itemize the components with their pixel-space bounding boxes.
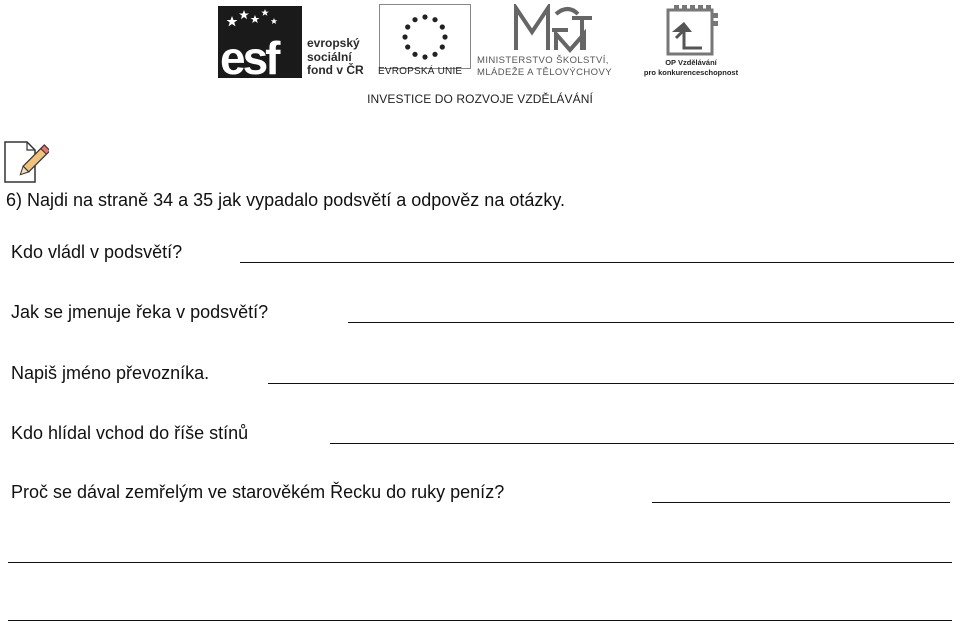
logo-header: [0, 0, 960, 112]
pencil-note-graphic: [3, 138, 49, 186]
pencil-note-icon: [3, 138, 49, 191]
eu-caption: EVROPSKÁ UNIE: [378, 66, 463, 77]
question-3: Napiš jméno převozníka.: [11, 363, 210, 383]
answer-line-5[interactable]: [652, 502, 950, 503]
esf-logo: [218, 6, 302, 78]
question-5: Proč se dával zemřelým ve starověkém Řecku do ruky peníz?: [11, 482, 505, 502]
op-vk-logo-graphic: [662, 4, 722, 58]
question-4: Kdo hlídal vchod do říše stínů: [11, 423, 249, 443]
answer-line-6[interactable]: [8, 562, 952, 563]
answer-line-4[interactable]: [330, 443, 954, 444]
answer-line-7[interactable]: [8, 620, 952, 621]
eu-flag-icon: [379, 4, 471, 69]
answer-line-2[interactable]: [348, 322, 954, 323]
investment-slogan: INVESTICE DO ROZVOJE VZDĚLÁVÁNÍ: [367, 92, 593, 106]
msmt-logo-graphic: [512, 4, 596, 54]
msmt-logo: [512, 4, 596, 59]
question-2: Jak se jmenuje řeka v podsvětí?: [11, 302, 269, 322]
task-heading: 6) Najdi na straně 34 a 35 jak vypadalo podsvětí a odpověz na otázky.: [6, 190, 566, 210]
esf-caption: evropský sociální fond v ČR: [307, 36, 364, 77]
answer-line-3[interactable]: [268, 383, 954, 384]
eu-flag-stars: [380, 5, 470, 68]
esf-logo-graphic: [218, 6, 302, 78]
op-vk-logo: [662, 4, 722, 63]
op-caption: OP Vzdělávání pro konkurenceschopnost: [643, 58, 739, 77]
answer-line-1[interactable]: [240, 262, 954, 263]
msmt-caption: MINISTERSTVO ŠKOLSTVÍ, MLÁDEŽE A TĚLOVÝCHOVY: [477, 55, 612, 78]
svg-text:esf: esf: [220, 32, 278, 78]
question-1: Kdo vládl v podsvětí?: [11, 242, 183, 262]
